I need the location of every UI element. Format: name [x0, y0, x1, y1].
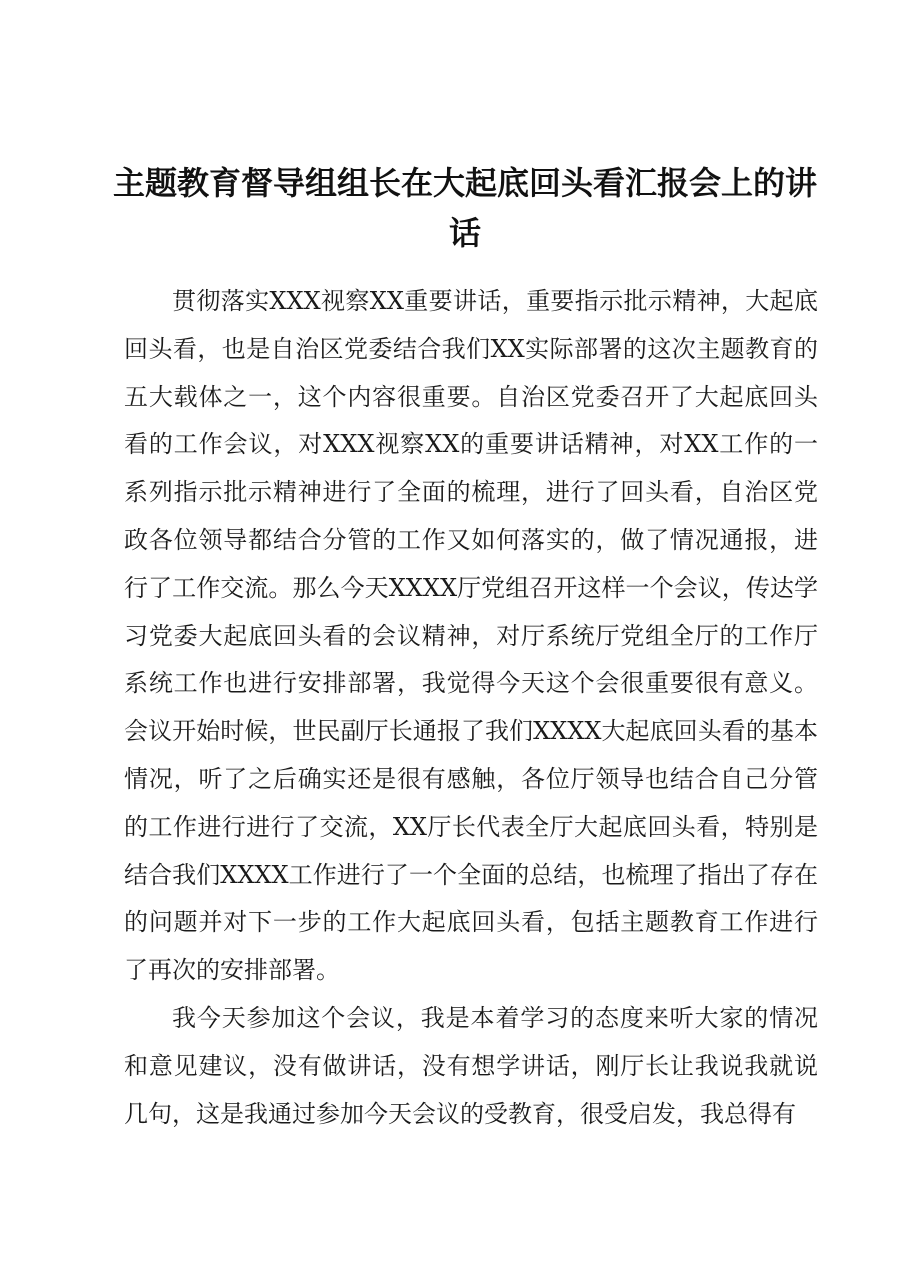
document-body: [124, 278, 818, 1138]
paragraph-2: 我今天参加这个会议，我是本着学习的态度来听大家的情况和意见建议，没有做讲话，没有想学讲话，刚厅长让我说我就说几句，这是我通过参加今天会议的受教育，很受启发，我总得有: [124, 1003, 818, 1128]
document-title: 主题教育督导组组长在大起底回头看汇报会上的讲话: [112, 164, 817, 252]
paragraph-1: 贯彻落实XXX视察XX重要讲话，重要指示批示精神，大起底回头看，也是自治区党委结合我们XX实际部署的这次主题教育的五大载体之一，这个内容很重要。自治区党委召开了大起底回头看的工作会议，对XXX视察XX的重要讲话精神，对XX工作的一系列指示批示精神进行了全面的梳理，进行了回头看，自治区党政各位领导都结合分管的工作又如何落实的，做了情况通报，进行了工作交流。那么今天XXXX厅党组召开这样一个会议，传达学习党委大起底回头看的会议精神，对厅系统厅党组全厅的工作厅系统工作也进行安排部署，我觉得今天这个会很重要很有意义。会议开始时候，世民副厅长通报了我们XXXX大起底回头看的基本情况，听了之后确实还是很有感触，各位厅领导也结合自己分管的工作进行进行了交流，XX厅长代表全厅大起底回头看，特别是结合我们XXXX工作进行了一个全面的总结，也梳理了指出了存在的问题并对下一步的工作大起底回头看，包括主题教育工作进行了再次的安排部署。: [124, 287, 818, 985]
